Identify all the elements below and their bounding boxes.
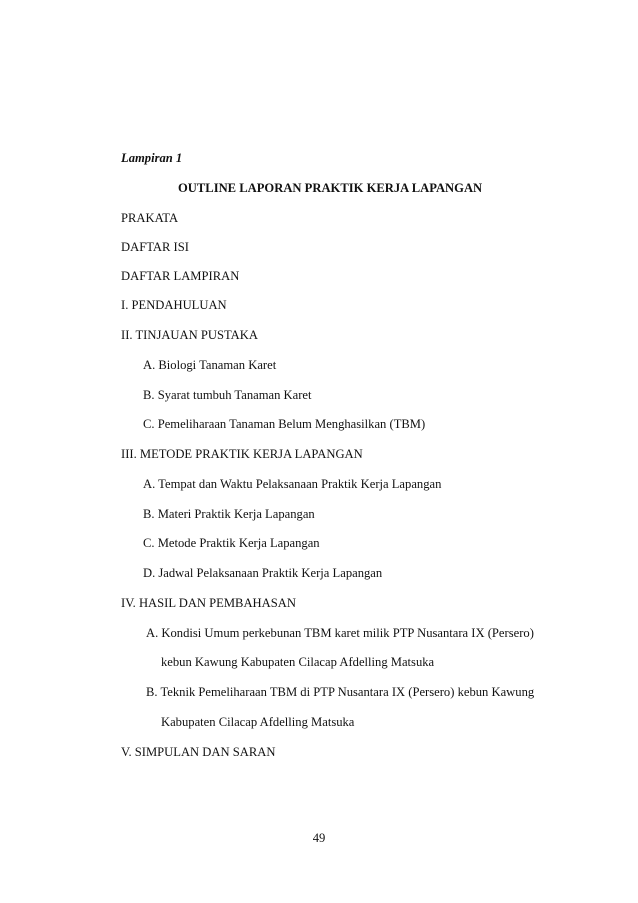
chapter-2-item-b: B. Syarat tumbuh Tanaman Karet [143, 388, 312, 402]
chapter-2-item-c: C. Pemeliharaan Tanaman Belum Menghasilkan (TBM) [143, 417, 426, 431]
chapter-4-item-b-continuation: Kabupaten Cilacap Afdelling Matsuka [161, 715, 355, 729]
chapter-3-item-a: A. Tempat dan Waktu Pelaksanaan Praktik Kerja Lapangan [143, 477, 442, 491]
chapter-3-item-d: D. Jadwal Pelaksanaan Praktik Kerja Lapangan [143, 566, 383, 580]
chapter-5-heading: V. SIMPULAN DAN SARAN [121, 745, 276, 759]
chapter-3-item-c: C. Metode Praktik Kerja Lapangan [143, 536, 320, 550]
chapter-4-item-a-continuation: kebun Kawung Kabupaten Cilacap Afdelling Matsuka [161, 655, 435, 669]
chapter-3-item-b: B. Materi Praktik Kerja Lapangan [143, 507, 315, 521]
chapter-4-item-b: B. Teknik Pemeliharaan TBM di PTP Nusantara IX (Persero) kebun Kawung [146, 685, 535, 699]
page-number: 49 [312, 831, 326, 845]
chapter-2-item-a: A. Biologi Tanaman Karet [143, 358, 277, 372]
chapter-2-heading: II. TINJAUAN PUSTAKA [121, 328, 258, 342]
chapter-1-heading: I. PENDAHULUAN [121, 298, 227, 312]
chapter-4-item-a: A. Kondisi Umum perkebunan TBM karet milik PTP Nusantara IX (Persero) [146, 626, 534, 640]
appendix-label: Lampiran 1 [121, 151, 183, 165]
front-matter-table-of-contents: DAFTAR ISI [121, 240, 189, 254]
chapter-3-heading: III. METODE PRAKTIK KERJA LAPANGAN [121, 447, 363, 461]
front-matter-preface: PRAKATA [121, 211, 179, 225]
chapter-4-heading: IV. HASIL DAN PEMBAHASAN [121, 596, 296, 610]
front-matter-list-of-appendices: DAFTAR LAMPIRAN [121, 269, 240, 283]
document-title: OUTLINE LAPORAN PRAKTIK KERJA LAPANGAN [178, 181, 483, 195]
